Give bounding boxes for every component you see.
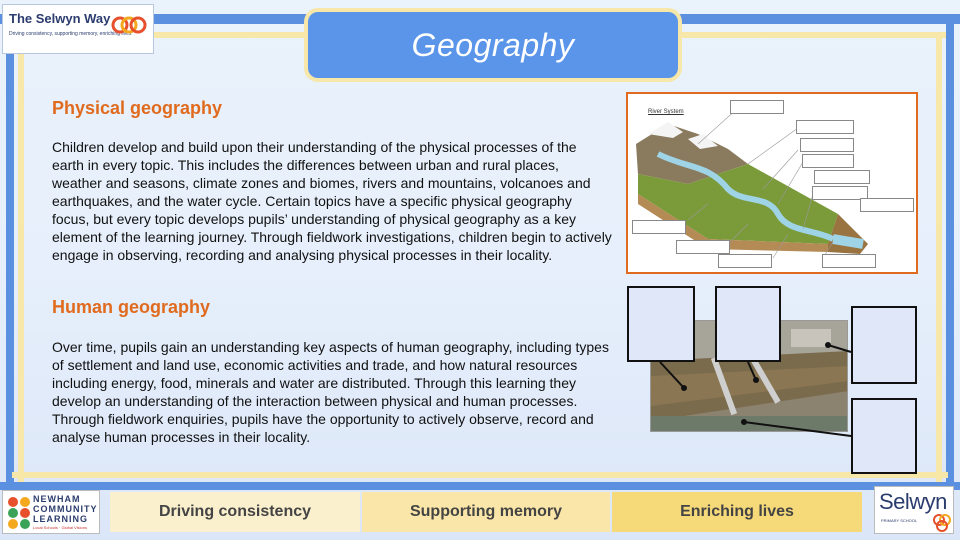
river-label-box[interactable] [718,254,772,268]
rings-icon [111,13,147,37]
ncl-logo-text: NEWHAM COMMUNITY LEARNING [33,494,98,524]
river-diagram-title: River System [648,109,684,115]
river-label-box[interactable] [860,198,914,212]
photo-label-box[interactable] [851,398,917,474]
frame-bar-bottom [0,482,960,490]
river-label-box[interactable] [814,170,870,184]
river-label-box[interactable] [676,240,730,254]
river-label-box[interactable] [802,154,854,168]
footer-item-enriching-lives: Enriching lives [612,492,862,532]
river-label-box[interactable] [632,220,686,234]
human-geography-heading: Human geography [52,297,211,317]
photo-label-box[interactable] [627,286,695,362]
river-system-diagram [626,92,918,274]
physical-geography-body: Children develop and build upon their understanding of the physical processes of the earth in every topic. This includes the differences between urban and rural places, weather and seasons, climate zones and biomes, rivers and mountains, volcanoes and earthquakes, and the water cycle. Certain topics have a specific physical geography focus, but every topic develops pupils’ understanding of physical geography as a key element of the learning journey. Through fieldwork investigations, children begin to actively engage in observing, recording and analysing physical processes in their locality. [52,139,612,263]
footer-item-driving-consistency: Driving consistency [110,492,360,532]
frame-accent-bottom [12,472,948,478]
newham-community-learning-logo [2,490,100,534]
footer-item-supporting-memory: Supporting memory [362,492,610,532]
selwyn-logo-text: Selwyn [879,489,947,514]
river-label-box[interactable] [822,254,876,268]
selwyn-logo-sub: PRIMARY SCHOOL [881,518,918,523]
human-geography-body: Over time, pupils gain an understanding key aspects of human geography, including types of settlement and land use, economic activities and trade, and how natural resources including energy, food, minerals and water are distributed. Through this learning they develop an understanding of the interaction between physical and human processes. Through fieldwork enquiries, pupils have the opportunity to actively observe, record and analyse human processes in their locality. [52,339,609,445]
physical-geography-heading: Physical geography [52,98,223,118]
ncl-dots-icon [6,495,32,531]
selwyn-way-logo-tagline: Driving consistency, supporting memory, enriching lives [9,31,132,37]
frame-accent-right [936,32,942,492]
river-label-box[interactable] [800,138,854,152]
frame-bar-right [946,14,954,494]
ncl-logo-sub: Local Schools · Global Visions [33,525,87,530]
river-label-box[interactable] [796,120,854,134]
river-landscape-illustration [628,94,916,272]
selwyn-way-logo-title: The Selwyn Way [9,11,111,26]
photo-label-box[interactable] [715,286,781,362]
selwyn-school-logo [874,486,954,534]
frame-accent-left [18,32,24,492]
page-title: Geography [411,26,575,63]
river-label-box[interactable] [730,100,784,114]
selwyn-rings-icon [931,511,953,533]
page-title-box [304,8,682,82]
photo-label-box[interactable] [851,306,917,384]
frame-bar-left [6,14,14,494]
selwyn-way-logo [2,4,154,54]
